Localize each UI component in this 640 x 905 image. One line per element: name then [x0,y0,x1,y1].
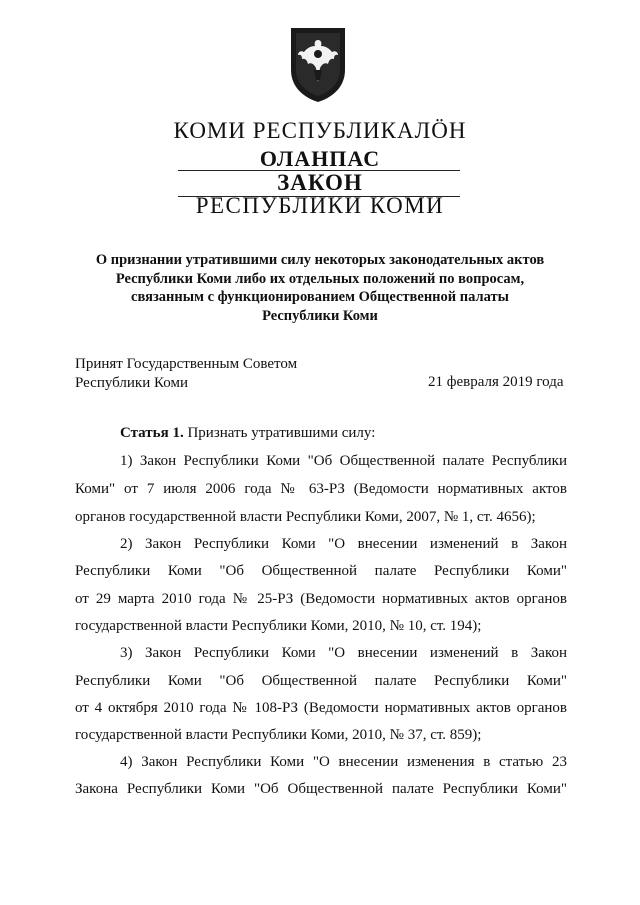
article-label: Статья 1. [120,425,184,441]
item-line: 2) Закон Республики Коми "О внесении изменений в Закон [120,536,567,552]
item-line: Закона Республики Коми "Об Общественной палате Республики Коми" [75,781,567,797]
item-line: 4) Закон Республики Коми "О внесении изменения в статью 23 [120,754,567,770]
adopted-by-line: Республики Коми [75,375,188,391]
item-line: Коми" от 7 июля 2006 года № 63-РЗ (Ведомости нормативных актов [75,481,567,497]
header-zakon: ЗАКОН [277,170,363,195]
item-line: от 29 марта 2010 года № 25-РЗ (Ведомости нормативных актов органов [75,591,567,607]
article-heading [120,425,375,442]
item-line: 1) Закон Республики Коми "Об Общественной палате Республики [120,453,567,469]
adoption-date: 21 февраля 2019 года [428,374,564,390]
article-intro: Признать утратившими силу: [187,425,376,441]
law-title [70,251,570,325]
header-olanpas: ОЛАНПАС [259,146,381,171]
komi-coat-of-arms-emblem [287,24,349,104]
law-title-line: Республики Коми либо их отдельных положений по вопросам, [115,270,525,287]
law-title-line: связанным с функционированием Общественной палаты [131,289,509,305]
item-line: Республики Коми "Об Общественной палате Республики Коми" [75,563,567,579]
adoption-info [75,355,297,393]
law-title-line: О признании утратившими силу некоторых законодательных актов [95,252,545,268]
law-title-line: Республики Коми [262,307,378,324]
item-line: Республики Коми "Об Общественной палате Республики Коми" [75,673,567,689]
adopted-by-line: Принят Государственным Советом [75,356,298,372]
header-republic-komi: РЕСПУБЛИКИ КОМИ [195,193,445,218]
header-komi-republic-native: КОМИ РЕСПУБЛИКАЛӦН [173,118,467,143]
item-line: 3) Закон Республики Коми "О внесении изменений в Закон [120,645,567,661]
item-line: государственной власти Республики Коми, 2010, № 37, ст. 859); [75,727,482,743]
item-line: государственной власти Республики Коми, 2010, № 10, ст. 194); [75,618,482,634]
item-line: органов государственной власти Республики Коми, 2007, № 1, ст. 4656); [75,509,536,525]
item-line: от 4 октября 2010 года № 108-РЗ (Ведомости нормативных актов органов [75,700,567,716]
